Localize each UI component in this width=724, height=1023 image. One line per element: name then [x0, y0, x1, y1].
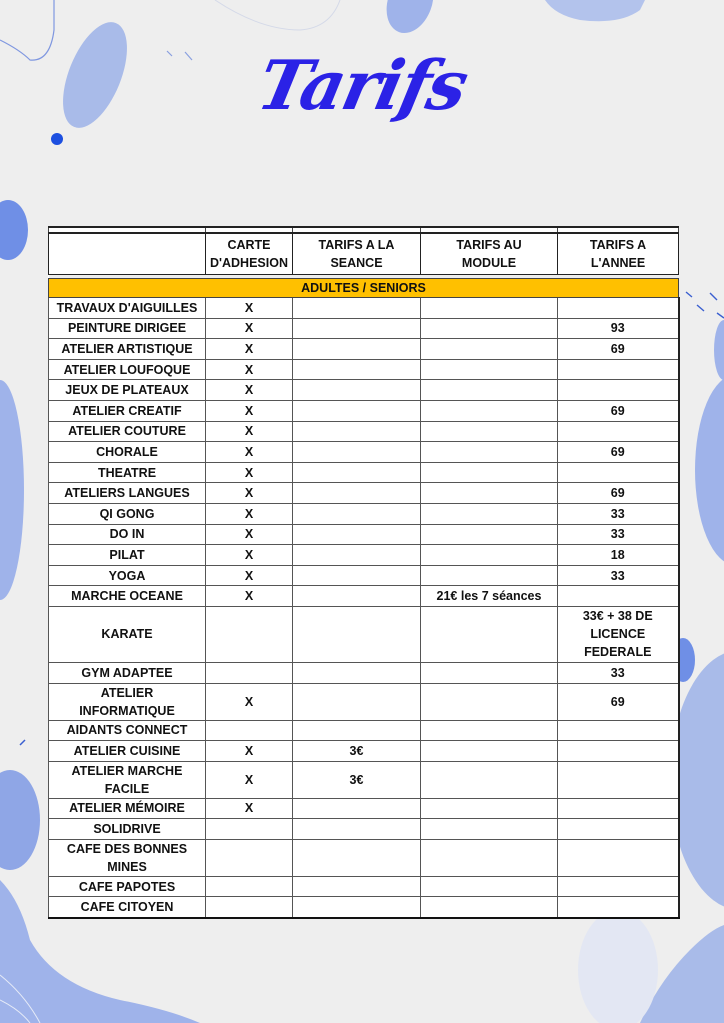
cell-carte: [206, 897, 293, 918]
activity-name: PILAT: [49, 545, 206, 566]
activity-name-line: ATELIER: [100, 685, 154, 700]
cell-annee: [558, 839, 679, 876]
cell-seance: [293, 683, 421, 720]
cell-annee: [558, 798, 679, 819]
cell-carte: X: [206, 586, 293, 607]
cell-seance: [293, 662, 421, 683]
cell-annee: [558, 741, 679, 762]
activity-name-line: MINES: [107, 859, 147, 874]
cell-annee: 69: [558, 683, 679, 720]
cell-annee: 33: [558, 503, 679, 524]
table-row: [49, 839, 679, 876]
cell-seance: [293, 380, 421, 401]
table-row: [49, 876, 679, 897]
table-row: [49, 819, 679, 840]
tariffs-table: [48, 226, 680, 919]
table-row: [49, 545, 679, 566]
header-cell-seance: TARIFS A LA SEANCE: [293, 233, 421, 275]
activity-name: ATELIERS LANGUES: [49, 483, 206, 504]
cell-seance: [293, 606, 421, 662]
cell-annee: 33: [558, 565, 679, 586]
cell-carte: [206, 839, 293, 876]
cell-seance: [293, 462, 421, 483]
cell-module: [421, 483, 558, 504]
header-cell-module: TARIFS AU MODULE: [421, 233, 558, 275]
table-row: [49, 565, 679, 586]
blob-right-1: [714, 320, 724, 380]
table-row: [49, 359, 679, 380]
cell-seance: 3€: [293, 741, 421, 762]
cell-module: [421, 741, 558, 762]
cell-module: [421, 462, 558, 483]
cell-annee: 69: [558, 339, 679, 360]
activity-name: [49, 839, 206, 876]
activity-name: AIDANTS CONNECT: [49, 720, 206, 741]
table-row: [49, 298, 679, 319]
cell-annee: 69: [558, 442, 679, 463]
cell-module: [421, 897, 558, 918]
table-row: [49, 483, 679, 504]
activity-name: MARCHE OCEANE: [49, 586, 206, 607]
cell-module: [421, 359, 558, 380]
activity-name: GYM ADAPTEE: [49, 662, 206, 683]
cell-carte: X: [206, 380, 293, 401]
cell-carte: [206, 662, 293, 683]
cell-module: [421, 318, 558, 339]
cell-module: [421, 400, 558, 421]
cell-carte: X: [206, 565, 293, 586]
activity-name: ATELIER CREATIF: [49, 400, 206, 421]
cell-carte: X: [206, 741, 293, 762]
section-label: ADULTES / SENIORS: [49, 279, 679, 298]
blob-top-right: [378, 0, 441, 40]
cell-module: [421, 683, 558, 720]
activity-name: ATELIER LOUFOQUE: [49, 359, 206, 380]
cell-carte: X: [206, 359, 293, 380]
cell-annee-line: LICENCE: [590, 627, 646, 642]
table-row: [49, 683, 679, 720]
activity-name: [49, 761, 206, 798]
cell-annee: [558, 761, 679, 798]
cell-seance: [293, 798, 421, 819]
cell-module: 21€ les 7 séances: [421, 586, 558, 607]
cell-annee: [558, 421, 679, 442]
cell-module: [421, 720, 558, 741]
blob-left-2: [0, 380, 24, 600]
cell-carte: [206, 606, 293, 662]
cell-module: [421, 545, 558, 566]
activity-name: SOLIDRIVE: [49, 819, 206, 840]
cell-annee: [558, 819, 679, 840]
cell-annee: 18: [558, 545, 679, 566]
cell-annee: [558, 897, 679, 918]
outline-curve-top: [215, 0, 340, 30]
header-cell-annee: TARIFS A L'ANNEE: [558, 233, 679, 275]
tariffs-table-container: [48, 226, 678, 919]
cell-seance: [293, 339, 421, 360]
table-row: [49, 720, 679, 741]
cell-carte: X: [206, 798, 293, 819]
cell-carte: X: [206, 318, 293, 339]
table-row: [49, 421, 679, 442]
cell-module: [421, 761, 558, 798]
cell-module: [421, 839, 558, 876]
activity-name: CAFE PAPOTES: [49, 876, 206, 897]
table-row: [49, 503, 679, 524]
activity-name: ATELIER CUISINE: [49, 741, 206, 762]
cell-seance: [293, 442, 421, 463]
cell-annee-line: 33€ + 38 DE: [582, 609, 653, 624]
cell-annee: 33: [558, 524, 679, 545]
cell-annee-line: FEDERALE: [584, 645, 652, 660]
cell-module: [421, 606, 558, 662]
cell-module: [421, 339, 558, 360]
cell-carte: X: [206, 298, 293, 319]
cell-annee: [558, 462, 679, 483]
dot-blue: [51, 133, 63, 145]
activity-name: CAFE CITOYEN: [49, 897, 206, 918]
cell-module: [421, 798, 558, 819]
cell-carte: X: [206, 524, 293, 545]
cell-annee: 93: [558, 318, 679, 339]
cell-carte: [206, 720, 293, 741]
cell-carte: X: [206, 483, 293, 504]
cell-module: [421, 442, 558, 463]
cell-annee: [558, 586, 679, 607]
cell-seance: [293, 421, 421, 442]
page-title: Tarifs: [250, 46, 474, 126]
cell-carte: X: [206, 462, 293, 483]
cell-carte: X: [206, 339, 293, 360]
cell-seance: [293, 897, 421, 918]
cell-carte: X: [206, 503, 293, 524]
activity-name: QI GONG: [49, 503, 206, 524]
activity-name: ATELIER MÉMOIRE: [49, 798, 206, 819]
activity-name: [49, 683, 206, 720]
table-row: [49, 761, 679, 798]
cell-annee: [558, 359, 679, 380]
cell-annee: [558, 298, 679, 319]
cell-carte: X: [206, 761, 293, 798]
cell-annee: [558, 876, 679, 897]
cell-module: [421, 524, 558, 545]
blob-right-2: [695, 375, 724, 565]
cell-seance: [293, 720, 421, 741]
table-row: [49, 662, 679, 683]
cell-seance: [293, 545, 421, 566]
blob-left-3: [0, 770, 40, 870]
activity-name: PEINTURE DIRIGEE: [49, 318, 206, 339]
cell-seance: [293, 483, 421, 504]
table-row: [49, 400, 679, 421]
cell-module: [421, 819, 558, 840]
cell-annee: 69: [558, 400, 679, 421]
cell-annee: 33: [558, 662, 679, 683]
cell-seance: [293, 503, 421, 524]
table-row: [49, 741, 679, 762]
cell-seance: [293, 524, 421, 545]
blob-left-1: [0, 200, 28, 260]
table-row: [49, 462, 679, 483]
cell-carte: X: [206, 683, 293, 720]
cell-module: [421, 298, 558, 319]
activity-name-line: ATELIER MARCHE: [71, 763, 183, 778]
table-row: [49, 380, 679, 401]
cell-annee: [558, 720, 679, 741]
table-row: [49, 442, 679, 463]
header-cell-empty: [49, 233, 206, 275]
activity-name: CHORALE: [49, 442, 206, 463]
activity-name: KARATE: [49, 606, 206, 662]
blob-top-right-large: [545, 0, 645, 21]
cell-module: [421, 380, 558, 401]
cell-annee: [558, 380, 679, 401]
cell-seance: [293, 359, 421, 380]
table-row: [49, 586, 679, 607]
cell-module: [421, 565, 558, 586]
activity-name-line: CAFE DES BONNES: [66, 841, 188, 856]
activity-name: THEATRE: [49, 462, 206, 483]
table-header-row: [49, 233, 679, 275]
cell-module: [421, 421, 558, 442]
cell-seance: [293, 819, 421, 840]
table-row: [49, 318, 679, 339]
cell-seance: [293, 400, 421, 421]
cell-carte: X: [206, 400, 293, 421]
cell-annee: 69: [558, 483, 679, 504]
cell-carte: [206, 876, 293, 897]
cell-carte: X: [206, 421, 293, 442]
header-cell-carte: CARTE D'ADHESION: [206, 233, 293, 275]
table-row: [49, 798, 679, 819]
cell-carte: [206, 819, 293, 840]
cell-seance: [293, 298, 421, 319]
table-row: [49, 339, 679, 360]
activity-name: YOGA: [49, 565, 206, 586]
cell-module: [421, 503, 558, 524]
table-row: [49, 897, 679, 918]
activity-name: ATELIER COUTURE: [49, 421, 206, 442]
cell-seance: [293, 565, 421, 586]
activity-name-line: INFORMATIQUE: [79, 703, 175, 718]
activity-name: ATELIER ARTISTIQUE: [49, 339, 206, 360]
cell-seance: [293, 839, 421, 876]
cell-carte: X: [206, 442, 293, 463]
section-band: [49, 279, 679, 298]
table-row: [49, 606, 679, 662]
table-row: [49, 524, 679, 545]
cell-seance: 3€: [293, 761, 421, 798]
activity-name: TRAVAUX D'AIGUILLES: [49, 298, 206, 319]
cell-seance: [293, 318, 421, 339]
cell-carte: X: [206, 545, 293, 566]
cell-annee: [558, 606, 679, 662]
cell-seance: [293, 586, 421, 607]
activity-name: DO IN: [49, 524, 206, 545]
activity-name-line: FACILE: [104, 781, 150, 796]
cell-module: [421, 662, 558, 683]
cell-module: [421, 876, 558, 897]
cell-seance: [293, 876, 421, 897]
activity-name: JEUX DE PLATEAUX: [49, 380, 206, 401]
